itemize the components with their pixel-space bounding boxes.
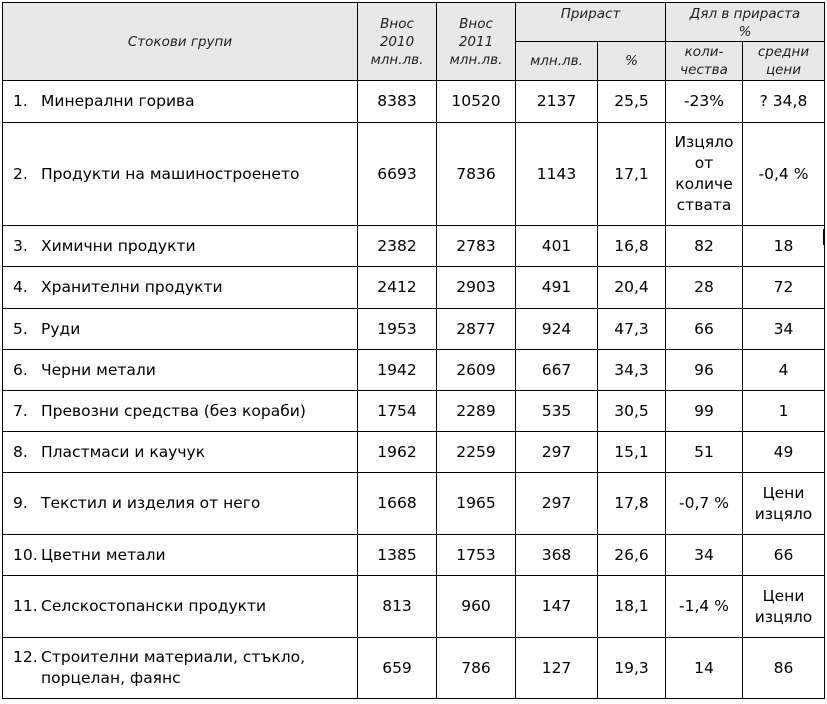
row-index: 6. xyxy=(13,360,28,379)
cell-value: 14 xyxy=(694,658,714,677)
share-price-cell xyxy=(743,226,825,267)
cell-value: 401 xyxy=(541,236,572,255)
share-price-cell xyxy=(743,309,825,350)
cell-value: -1,4 % xyxy=(679,597,729,615)
growth-pct-cell xyxy=(598,638,666,699)
import-2010-cell xyxy=(358,576,437,638)
share-qty-cell xyxy=(666,226,743,267)
cell-value: 30,5 xyxy=(614,401,649,420)
import-2010-cell xyxy=(358,473,437,535)
cell-value: 72 xyxy=(773,278,794,296)
cell-value: 1942 xyxy=(377,360,417,379)
cell-value: ? 34,8 xyxy=(759,92,808,110)
growth-pct-cell xyxy=(598,535,666,576)
share-price-cell xyxy=(743,391,825,432)
group-name-cell xyxy=(3,391,358,432)
cell-value: 1962 xyxy=(377,442,417,461)
group-name: Хранителни продукти xyxy=(41,278,223,296)
cell-value: 1753 xyxy=(456,545,496,564)
import-2010-cell xyxy=(358,267,437,309)
group-name-cell xyxy=(3,81,358,123)
growth-mln-cell xyxy=(516,432,598,473)
table-row xyxy=(3,576,825,638)
header-group: Стокови групи xyxy=(3,3,358,81)
growth-pct-cell xyxy=(598,309,666,350)
share-price-cell xyxy=(743,473,825,535)
cell-value: 16,8 xyxy=(614,236,649,255)
cell-value: 17,1 xyxy=(614,164,649,183)
cell-value: 51 xyxy=(694,442,714,461)
group-name: Пластмаси и каучук xyxy=(41,442,206,461)
cell-value: 491 xyxy=(541,278,572,296)
table-row xyxy=(3,267,825,309)
import-2011-cell xyxy=(437,432,516,473)
table-row xyxy=(3,226,825,267)
share-price-cell xyxy=(743,535,825,576)
share-price-cell xyxy=(743,350,825,391)
import-2011-cell xyxy=(437,535,516,576)
cell-value: 1953 xyxy=(377,319,417,338)
cell-value: 2137 xyxy=(536,92,577,110)
header-share: Дял в прираста % xyxy=(666,3,825,42)
row-index: 8. xyxy=(13,442,28,461)
cell-value: 82 xyxy=(694,236,714,255)
share-price-cell xyxy=(743,432,825,473)
cell-value: 49 xyxy=(773,442,794,461)
growth-pct-cell xyxy=(598,473,666,535)
group-name-cell xyxy=(3,432,358,473)
import-2011-cell xyxy=(437,576,516,638)
cell-value: 924 xyxy=(541,319,572,338)
growth-pct-cell xyxy=(598,432,666,473)
group-name: Минерални горива xyxy=(41,92,195,110)
group-name: Селскостопански продукти xyxy=(41,597,267,615)
share-qty-cell xyxy=(666,473,743,535)
growth-mln-cell xyxy=(516,638,598,699)
cell-value: Цени изцяло xyxy=(754,586,813,626)
share-qty-cell xyxy=(666,267,743,309)
row-index: 11. xyxy=(13,597,38,615)
row-index: 7. xyxy=(13,401,28,420)
table-row xyxy=(3,391,825,432)
cell-value: 6693 xyxy=(377,164,417,183)
row-index: 4. xyxy=(13,278,28,296)
table-row xyxy=(3,123,825,226)
import-2011-cell xyxy=(437,309,516,350)
growth-mln-cell xyxy=(516,576,598,638)
import-2010-cell xyxy=(358,309,437,350)
growth-pct-cell xyxy=(598,267,666,309)
cell-value: 1385 xyxy=(377,545,417,564)
cell-value: 66 xyxy=(694,319,714,338)
cell-value: 19,3 xyxy=(614,658,649,677)
cell-value: 1143 xyxy=(536,164,577,183)
share-qty-cell xyxy=(666,576,743,638)
cell-value: 18 xyxy=(773,236,794,255)
group-name: Продукти на машиностроенето xyxy=(41,164,300,183)
share-qty-cell xyxy=(666,638,743,699)
share-price-cell xyxy=(743,267,825,309)
cell-value: 99 xyxy=(694,401,714,420)
share-qty-cell xyxy=(666,432,743,473)
share-qty-cell xyxy=(666,81,743,123)
cell-value: 297 xyxy=(541,442,572,461)
share-qty-cell xyxy=(666,350,743,391)
cell-value: 8383 xyxy=(377,92,417,110)
header-import-2011: Внос 2011 млн.лв. xyxy=(437,3,516,81)
row-index: 1. xyxy=(13,92,28,110)
header-growth: Прираст xyxy=(516,3,666,42)
cell-value: -0,4 % xyxy=(758,164,809,183)
row-index: 5. xyxy=(13,319,28,338)
cell-value: 147 xyxy=(541,597,572,615)
cell-value: 26,6 xyxy=(614,545,649,564)
row-index: 3. xyxy=(13,236,28,255)
growth-mln-cell xyxy=(516,391,598,432)
import-2011-cell xyxy=(437,226,516,267)
cell-value: 813 xyxy=(382,597,412,615)
cell-value: 86 xyxy=(773,658,794,677)
cell-value: 368 xyxy=(541,545,572,564)
group-name: Текстил и изделия от него xyxy=(41,494,261,512)
growth-mln-cell xyxy=(516,123,598,226)
cell-value: Изцяло от количе ствата xyxy=(674,133,734,214)
cell-value: 15,1 xyxy=(614,442,649,461)
import-2010-cell xyxy=(358,350,437,391)
growth-mln-cell xyxy=(516,226,598,267)
import-2010-cell xyxy=(358,391,437,432)
import-2011-cell xyxy=(437,81,516,123)
growth-pct-cell xyxy=(598,226,666,267)
share-qty-cell xyxy=(666,391,743,432)
cell-value: 34 xyxy=(773,319,794,338)
table-row xyxy=(3,81,825,123)
group-name-cell xyxy=(3,350,358,391)
cell-value: 4 xyxy=(778,360,789,379)
table-row xyxy=(3,535,825,576)
header-growth-mln: млн.лв. xyxy=(516,42,598,81)
group-name-cell xyxy=(3,638,358,699)
group-name: Черни метали xyxy=(41,360,156,379)
share-price-cell xyxy=(743,123,825,226)
group-name: Руди xyxy=(41,319,81,338)
cell-value: 659 xyxy=(382,658,412,677)
cell-value: 1 xyxy=(778,401,789,420)
group-name-cell xyxy=(3,576,358,638)
import-2010-cell xyxy=(358,432,437,473)
growth-mln-cell xyxy=(516,267,598,309)
share-qty-cell xyxy=(666,309,743,350)
import-2011-cell xyxy=(437,473,516,535)
growth-mln-cell xyxy=(516,81,598,123)
cell-value: -23% xyxy=(683,92,725,110)
import-2010-cell xyxy=(358,226,437,267)
growth-mln-cell xyxy=(516,309,598,350)
import-2011-cell xyxy=(437,350,516,391)
cell-value: 96 xyxy=(694,360,714,379)
header-share-price: средни цени xyxy=(743,42,825,81)
growth-pct-cell xyxy=(598,576,666,638)
table-row xyxy=(3,350,825,391)
cell-value: 34,3 xyxy=(614,360,649,379)
text-cursor-mark xyxy=(823,229,825,245)
growth-mln-cell xyxy=(516,350,598,391)
row-index: 12. xyxy=(13,648,38,666)
group-name-cell xyxy=(3,535,358,576)
group-name-cell xyxy=(3,123,358,226)
cell-value: 127 xyxy=(541,658,572,677)
import-2011-cell xyxy=(437,267,516,309)
header-share-qty: коли- чества xyxy=(666,42,743,81)
growth-pct-cell xyxy=(598,123,666,226)
share-qty-cell xyxy=(666,123,743,226)
cell-value: 1754 xyxy=(377,401,417,420)
cell-value: 786 xyxy=(461,658,491,677)
cell-value: 17,8 xyxy=(614,494,649,512)
cell-value: 10520 xyxy=(451,92,501,110)
cell-value: 28 xyxy=(694,278,714,296)
share-qty-cell xyxy=(666,535,743,576)
group-name-cell xyxy=(3,473,358,535)
row-index: 9. xyxy=(13,494,28,512)
cell-value: 297 xyxy=(541,494,572,512)
import-2010-cell xyxy=(358,81,437,123)
group-name-cell xyxy=(3,226,358,267)
share-price-cell xyxy=(743,81,825,123)
growth-pct-cell xyxy=(598,391,666,432)
cell-value: Цени изцяло xyxy=(754,483,813,523)
cell-value: 960 xyxy=(461,597,491,615)
table-row xyxy=(3,473,825,535)
header-import-2010: Внос 2010 млн.лв. xyxy=(358,3,437,81)
cell-value: 2783 xyxy=(456,236,496,255)
share-price-cell xyxy=(743,638,825,699)
cell-value: 1965 xyxy=(456,494,496,512)
group-name: Химични продукти xyxy=(41,236,196,255)
cell-value: 20,4 xyxy=(614,278,649,296)
cell-value: 47,3 xyxy=(614,319,649,338)
import-2011-cell xyxy=(437,391,516,432)
group-name: Превозни средства (без кораби) xyxy=(41,401,306,420)
import-2010-cell xyxy=(358,535,437,576)
cell-value: 2609 xyxy=(456,360,496,379)
cell-value: 7836 xyxy=(456,164,496,183)
growth-pct-cell xyxy=(598,350,666,391)
row-index: 2. xyxy=(13,164,28,183)
share-price-cell xyxy=(743,576,825,638)
cell-value: -0,7 % xyxy=(679,494,729,512)
table-row xyxy=(3,638,825,699)
import-2010-cell xyxy=(358,123,437,226)
import-2010-cell xyxy=(358,638,437,699)
group-name: Строителни материали, стъкло, порцелан, фаянс xyxy=(41,648,306,687)
cell-value: 25,5 xyxy=(614,92,649,110)
cell-value: 18,1 xyxy=(614,597,649,615)
header-growth-pct: % xyxy=(598,42,666,81)
cell-value: 66 xyxy=(773,545,794,564)
import-2011-cell xyxy=(437,123,516,226)
cell-value: 667 xyxy=(541,360,572,379)
import-table xyxy=(2,2,825,699)
cell-value: 1668 xyxy=(377,494,417,512)
growth-mln-cell xyxy=(516,473,598,535)
table-row xyxy=(3,432,825,473)
growth-pct-cell xyxy=(598,81,666,123)
growth-mln-cell xyxy=(516,535,598,576)
group-name: Цветни метали xyxy=(41,545,166,564)
cell-value: 2259 xyxy=(456,442,496,461)
cell-value: 34 xyxy=(694,545,714,564)
cell-value: 535 xyxy=(541,401,572,420)
group-name-cell xyxy=(3,309,358,350)
cell-value: 2289 xyxy=(456,401,496,420)
cell-value: 2412 xyxy=(377,278,417,296)
import-2011-cell xyxy=(437,638,516,699)
cell-value: 2903 xyxy=(456,278,496,296)
row-index: 10. xyxy=(13,545,38,564)
table-row xyxy=(3,309,825,350)
group-name-cell xyxy=(3,267,358,309)
cell-value: 2877 xyxy=(456,319,496,338)
cell-value: 2382 xyxy=(377,236,417,255)
